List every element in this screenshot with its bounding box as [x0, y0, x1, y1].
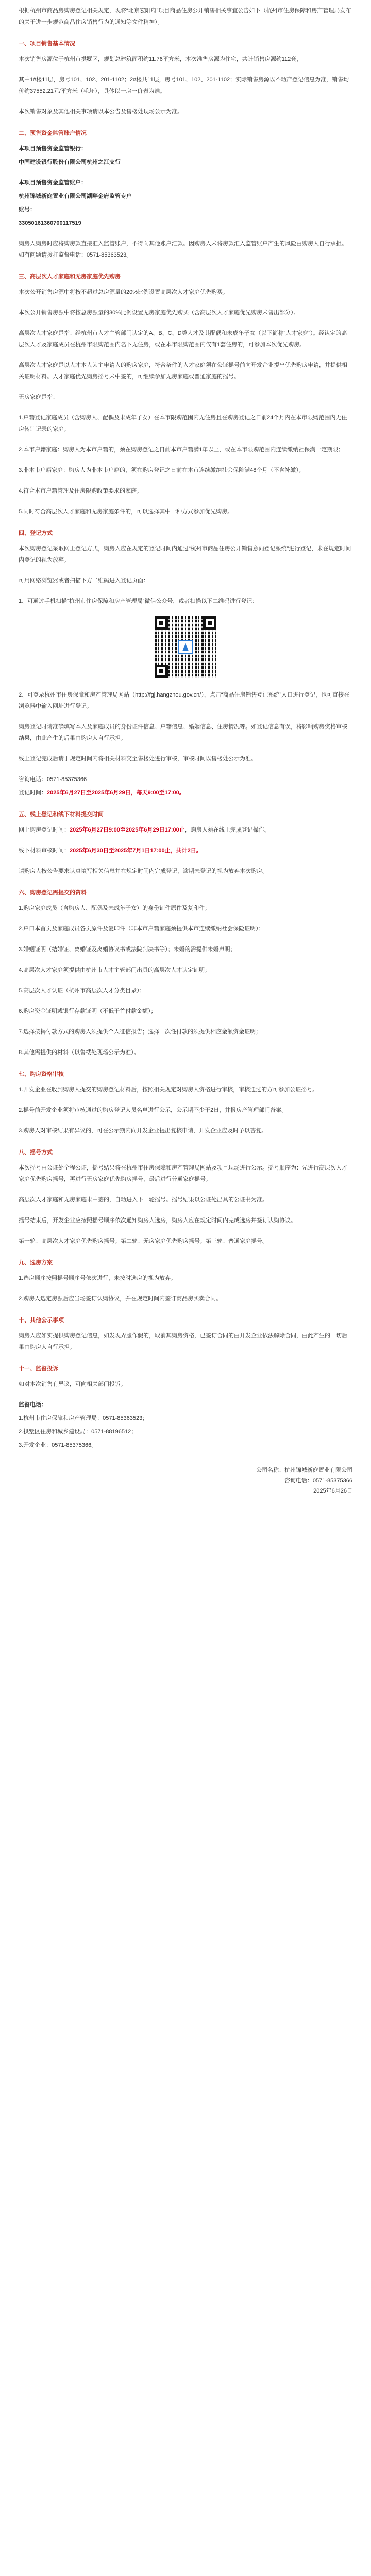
signature-company-label: 公司名称： — [256, 1467, 284, 1473]
s2-paragraph-1: 购房人购房时应将购房款直接汇入监管账户，不得向其他账户汇款。因购房人未将房款汇入监管账户产生的风险由购房人自行承担。如有问题请拨打监督电话：0571-85363523。 — [19, 241, 347, 258]
s3-paragraph-5: 无房家庭是指： — [19, 394, 58, 400]
s5-offline-time — [19, 845, 352, 856]
escrow-bank-name: 中国建设银行股份有限公司杭州之江支行 — [19, 159, 121, 165]
s4-tel-label: 咨询电话： — [19, 776, 47, 783]
section-title-project-info: 一、项目销售基本情况 — [19, 41, 75, 47]
housing-bureau-logo-icon — [178, 640, 193, 654]
s5-online-value: 2025年6月27日9:00至2025年6月29日17:00止 — [70, 827, 185, 833]
s8-paragraph-4: 第一轮：高层次人才家庭优先购房摇号；第二轮：无房家庭优先购房摇号；第三轮：普通家庭摇号。 — [19, 1238, 268, 1244]
signature-company-name: 杭州锦城新庭置业有限公司 — [284, 1467, 352, 1473]
s4-time-value: 2025年6月27日至2025年6月29日，每天9:00至17:00。 — [47, 790, 185, 796]
s3-list-item: 2.本市户籍家庭：购房人为本市户籍的，须在购房登记之日前本市户籍满1年以上，或在本市限购范围内连续缴纳社保满一定期限； — [19, 447, 344, 453]
s3-list-item: 5.同时符合高层次人才家庭和无房家庭条件的，可以选择其中一种方式参加优先购房。 — [19, 509, 233, 515]
section-title-eligibility-review: 七、购房资格审核 — [19, 1071, 64, 1077]
s3-paragraph-1: 本次公开销售房源中将按不超过总房源量的20%比例设置高层次人才家庭优先购买。 — [19, 289, 229, 295]
s4-paragraph-2: 可用网络浏览器或者扫描下方二维码进入登记页面： — [19, 578, 149, 584]
signature-company-line — [19, 1465, 352, 1476]
intro-paragraph: 根据杭州市商品房购房登记相关规定，现将“北京宏阳府”项目商品住房公开销售相关事宜公告如下（杭州市住房保障和房产管理局发布的关于进一步规范商品住房销售行为的通知等文件精神）。 — [19, 8, 351, 25]
s7-paragraph-1: 1.开发企业在收到购房人提交的购房登记材料后，按照相关规定对购房人资格进行审核，审核通过的方可参加公证摇号。 — [19, 1087, 318, 1093]
s4-step-2 — [19, 689, 352, 712]
s8-paragraph-2: 高层次人才家庭和无房家庭未中签的，自动进入下一轮摇号。摇号结果以公证处出具的公证书为准。 — [19, 1197, 268, 1203]
s3-list-item: 3.非本市户籍家庭：购房人为非本市户籍的，须在购房登记之日前在本市连续缴纳社会保险满48个月（不含补缴）； — [19, 467, 305, 473]
s6-list-item: 7.选择按揭付款方式的购房人须提供个人征信报告；选择一次性付款的须提供相应金额资金证明； — [19, 1029, 262, 1035]
s6-list-item: 4.高层次人才家庭须提供由杭州市人才主管部门出具的高层次人才认定证明； — [19, 967, 211, 973]
s5-offline-value: 2025年6月30日至2025年7月1日17:00止，共计2日。 — [70, 848, 202, 854]
s8-paragraph-3: 摇号结束后，开发企业应按照摇号顺序依次通知购房人选房，购房人应在规定时间内完成选房并签订认购协议。 — [19, 1217, 296, 1224]
s3-list-item: 1.户籍登记家庭成员（含购房人、配偶及未成年子女）在本市限购范围内无住房且在购房登记之日前24个月内在本市限购范围内无住房转让记录的家庭； — [19, 415, 347, 432]
escrow-bank-label: 本项目预售资金监管银行： — [19, 146, 87, 152]
s6-list-item: 6.购房资金证明或银行存款证明（不低于首付款金额）； — [19, 1008, 157, 1014]
section-title-lottery-method: 八、摇号方式 — [19, 1149, 53, 1156]
s5-online-label: 网上购房登记时间： — [19, 827, 70, 833]
s4-time-label: 登记时间： — [19, 790, 47, 796]
signature-block — [19, 1465, 352, 1496]
s8-paragraph-1: 本次摇号由公证处全程公证，摇号结果将在杭州市住房保障和房产管理局网站及项目现场进行公示。摇号顺序为：先进行高层次人才家庭优先购房摇号，再进行无房家庭优先购房摇号，最后进行普通家庭摇号。 — [19, 1165, 347, 1182]
s4-tel-line — [19, 774, 352, 785]
section-title-priority-purchase: 三、高层次人才家庭和无房家庭优先购房 — [19, 274, 121, 280]
s5-online-time — [19, 824, 352, 836]
s3-paragraph-4: 高层次人才家庭是以人才本人为主申请人的购房家庭，符合条件的人才家庭须在公证摇号前向开发企业提出优先购房申请，并提供相关证明材料。人才家庭优先购房摇号未中签的，可继续参加无房家庭或普通家庭的摇号。 — [19, 362, 347, 380]
escrow-bank-line — [19, 143, 352, 155]
section-title-escrow-account: 二、预售资金监管账户情况 — [19, 130, 87, 137]
s9-paragraph-2: 2.购房人选定房源后应当场签订认购协议，并在规定时间内签订商品房买卖合同。 — [19, 1296, 222, 1302]
s9-paragraph-1: 1.选房顺序按照摇号顺序号依次进行，未按时选房的视为放弃。 — [19, 1275, 177, 1281]
s6-list-item: 5.高层次人才认证（杭州市高层次人才分类目录）； — [19, 988, 145, 994]
s4-step-2-text: 2、可登录杭州市住房保障和房产管理局网站（http://fgj.hangzhou.gov.cn/），点击“商品住房销售登记系统”入口进行登记，也可直接在浏览器中输入网址进行登记。 — [19, 692, 350, 709]
s6-list-item: 3.婚姻证明（结婚证、离婚证及离婚协议书或法院判决书等）；未婚的需提供未婚声明； — [19, 946, 236, 953]
section-title-selection-plan: 九、选房方案 — [19, 1260, 53, 1266]
s1-paragraph-3: 本次销售对象及其他相关事项请以本公告及售楼处现场公示为准。 — [19, 109, 183, 115]
escrow-account-no-label: 账号： — [19, 207, 36, 213]
section-title-required-documents: 六、购房登记需提交的资料 — [19, 890, 87, 896]
s10-paragraph-1: 购房人应如实提供购房登记信息，如发现弄虚作假的，取消其购房资格，已签订合同的由开发企业依法解除合同，由此产生的一切后果由购房人自行承担。 — [19, 1333, 347, 1350]
s5-paragraph-3: 请购房人按公告要求认真填写相关信息并在规定时间内完成登记，逾期未登记的视为放弃本次购房。 — [19, 868, 268, 874]
s4-paragraph-4: 线上登记完成后请于规定时间内将相关材料交至售楼处进行审核，审核时间以售楼处公示为准。 — [19, 756, 257, 762]
signature-date: 2025年6月26日 — [313, 1488, 352, 1494]
s11-list-item: 1.杭州市住房保障和房产管理局：0571-85363523； — [19, 1415, 148, 1421]
s1-paragraph-2: 其中1#楼11层，房号101、102、201-1102；2#楼共11层，房号101、102、201-1102；实际销售房源以不动产登记信息为准，销售均价约37552.21元/平方米（毛坯），具体以一房一价表为准。 — [19, 77, 349, 94]
s4-tel-number: 0571-85375366 — [47, 776, 87, 783]
s3-paragraph-2: 本次公开销售房源中将按总房源量的30%比例设置无房家庭优先购买（含高层次人才家庭优先购房未售出部分）。 — [19, 310, 299, 316]
escrow-account-label: 本项目预售资金监管账户： — [19, 180, 87, 186]
escrow-account-no-line — [19, 204, 352, 215]
s3-list-item: 4.符合本市户籍管理及住房限购政策要求的家庭。 — [19, 488, 143, 494]
signature-phone-line — [19, 1476, 352, 1486]
escrow-account-number: 33050161360700117519 — [19, 220, 81, 226]
s11-paragraph-1: 如对本次销售有异议，可向相关部门投诉。 — [19, 1381, 126, 1387]
signature-phone-number: 0571-85375366 — [312, 1478, 352, 1484]
s6-list-item: 2.户口本首页及家庭成员各页原件及复印件（非本市户籍家庭须提供本市连续缴纳社会保险证明）； — [19, 926, 264, 932]
s11-list-item: 3.开发企业：0571-85375366。 — [19, 1442, 97, 1448]
s1-paragraph-1: 本次销售房源位于杭州市拱墅区，规划总建筑面积约11.76平方米，本次准售房源为住宅，共计销售房源约112套， — [19, 56, 302, 62]
s11-list-item: 2.拱墅区住房和城乡建设局：0571-88196512； — [19, 1429, 137, 1435]
s5-offline-label: 线下材料审核时间： — [19, 848, 70, 854]
s6-list-item: 1.购房家庭成员（含购房人、配偶及未成年子女）的身份证件原件及复印件； — [19, 905, 211, 911]
s7-paragraph-3: 3.购房人对审核结果有异议的，可在公示期内向开发企业提出复核申请，开发企业应及时予以答复。 — [19, 1128, 267, 1134]
registration-qr-code[interactable] — [155, 616, 216, 678]
s4-time-line — [19, 787, 352, 799]
s5-online-note: ，购房人须在线上完成登记操作。 — [184, 827, 270, 833]
section-title-supervision: 十一、监督投诉 — [19, 1366, 58, 1372]
s11-phone-title: 监督电话： — [19, 1402, 47, 1408]
section-title-registration-method: 四、登记方式 — [19, 530, 53, 536]
section-title-other-notices: 十、其他公示事项 — [19, 1317, 64, 1324]
signature-phone-label: 咨询电话： — [284, 1478, 313, 1484]
section-title-registration-time: 五、线上登记和线下材料提交时间 — [19, 811, 104, 818]
qr-code-icon — [155, 616, 216, 678]
s3-paragraph-3: 高层次人才家庭是指：经杭州市人才主管部门认定的A、B、C、D类人才及其配偶和未成年子女（以下简称“人才家庭”）。经认定的高层次人才及家庭成员在杭州市限购范围内名下无住房，或在本市限购范围内仅有1套住房的，可参加本次优先购房。 — [19, 330, 347, 348]
s4-paragraph-1: 本次购房登记采取网上登记方式，购房人应在规定的登记时间内通过“杭州市商品住房公开销售意向登记系统”进行登记，未在规定时间内登记的视为放弃。 — [19, 546, 351, 563]
escrow-account-name: 杭州锦城新庭置业有限公司湖畔金府监管专户 — [19, 193, 132, 199]
s4-step-1: 1、可通过手机扫描“杭州市住房保障和房产管理局”微信公众号，或者扫描以下二维码进行登记： — [19, 598, 258, 604]
s6-list-item: 8.其他需提供的材料（以售楼处现场公示为准）。 — [19, 1049, 140, 1056]
s7-paragraph-2: 2.摇号前开发企业须将审核通过的购房登记人员名单进行公示，公示期不少于2日，并报房产管理部门备案。 — [19, 1107, 288, 1113]
s4-paragraph-3: 购房登记时请准确填写本人及家庭成员的身份证件信息、户籍信息、婚姻信息、住房情况等。如登记信息有误，将影响购房资格审核结果，由此产生的后果由购房人自行承担。 — [19, 724, 347, 741]
